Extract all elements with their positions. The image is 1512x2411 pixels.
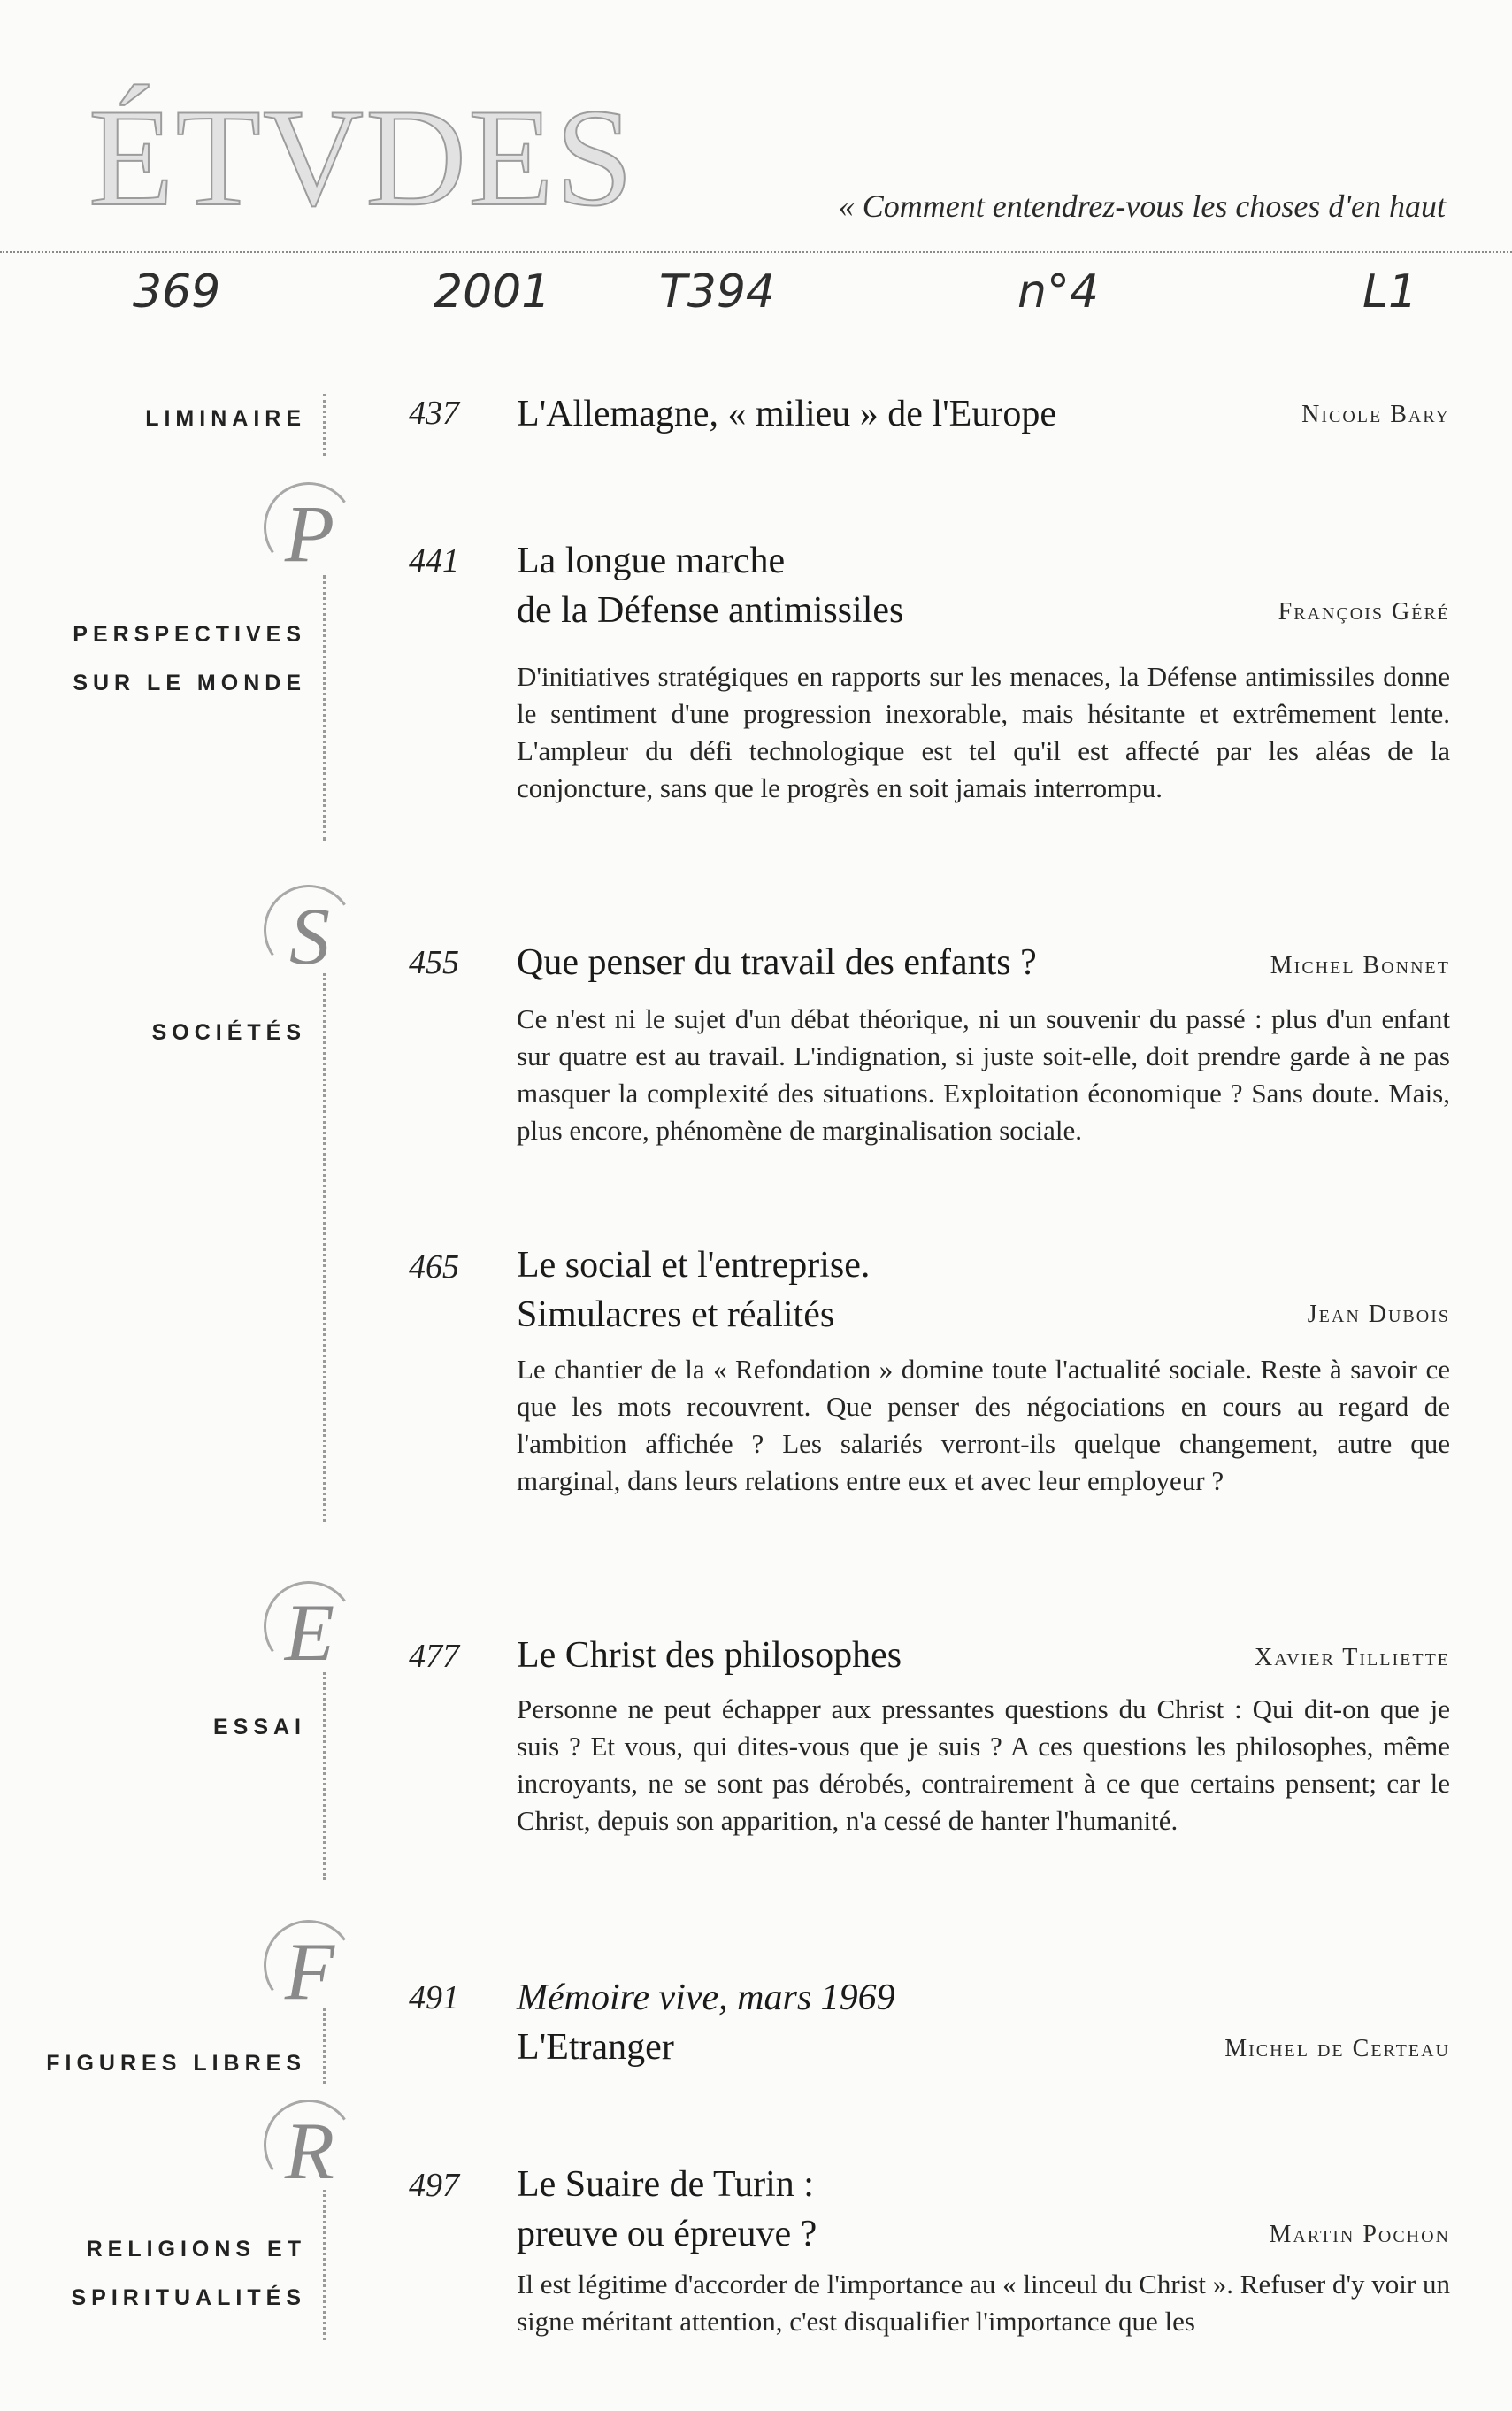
article-author: Nicole Bary: [1301, 401, 1450, 428]
article-author: François Géré: [1278, 598, 1450, 626]
article-page-number: 455: [409, 944, 459, 981]
section-divider: [323, 575, 326, 841]
article-abstract: Ce n'est ni le sujet d'un débat théorique, ni un souvenir du passé : plus d'un enfant sur quatre est au travail. L'indignation, si juste soit-elle, doit prendre garde à ne pas masquer la complexité des situations. Exploitation économique ? Sans doute. Mais, plus encore, phénomène de marginalisation sociale.: [517, 1003, 1450, 1146]
article-abstract: Il est légitime d'accorder de l'importance au « linceul du Christ ». Refuser d'y voir un signe méritant attention, c'est disqualifier l'importance que les: [517, 2269, 1450, 2337]
handwritten-note-tome: T394: [659, 265, 776, 319]
article-page-number: 497: [409, 2167, 459, 2204]
article-author: Martin Pochon: [1269, 2221, 1450, 2248]
article-abstract: Personne ne peut échapper aux pressantes questions du Christ : Qui dit-on que je suis ? Et vous, qui dites-vous que je suis ? A ces questions les philosophes, même incroyants, ne se sont pas dérobés, contrairement à ce que certains pensent; car le Christ, depuis son apparition, n'a cessé de hanter l'humanité.: [517, 1693, 1450, 1836]
section-emblem-s: S: [257, 885, 354, 991]
section-divider: [323, 973, 326, 1522]
section-label-essai: ESSAI: [212, 1715, 306, 1739]
section-emblem-e: E: [257, 1581, 354, 1687]
article-author: Michel de Certeau: [1224, 2035, 1450, 2062]
article-page-number: 441: [409, 542, 459, 580]
handwritten-note-volume: 369: [133, 265, 221, 319]
article-title[interactable]: L'Allemagne, « milieu » de l'Europe: [517, 394, 1056, 434]
handwritten-note-year: 2001: [434, 265, 551, 319]
article-title[interactable]: La longue marche de la Défense antimissiles: [517, 541, 904, 631]
section-label-religions: RELIGIONS ET SPIRITUALITÉS: [71, 2237, 306, 2310]
article-author: Michel Bonnet: [1270, 952, 1450, 979]
masthead-motto: « Comment entendrez-vous les choses d'en haut: [838, 188, 1446, 224]
article-abstract: Le chantier de la « Refondation » domine toute l'actualité sociale. Reste à savoir ce que les mots recouvrent. Que penser des négociations en cours au regard de l'ambition affichée ? Les salariés verront-ils quelque changement, autre que marginal, dans leurs relations entre eux et avec leur employeur ?: [517, 1354, 1450, 1496]
section-divider: [323, 394, 326, 456]
section-label-societes: SOCIÉTÉS: [151, 1020, 306, 1045]
article-abstract: D'initiatives stratégiques en rapports sur les menaces, la Défense antimissiles donne le sentiment d'une progression inexorable, mais hésitante et extrêmement lente. L'ampleur du défi technologique est tel qu'il est affecté par les aléas de la conjoncture, sans que le progrès en soit jamais interrompu.: [517, 661, 1450, 803]
article-author: Xavier Tilliette: [1255, 1644, 1450, 1671]
section-emblem-r: R: [257, 2100, 354, 2206]
section-divider: [323, 2008, 326, 2084]
section-label-figures-libres: FIGURES LIBRES: [46, 2051, 306, 2076]
article-title[interactable]: Que penser du travail des enfants ?: [517, 942, 1037, 983]
handwritten-note-number: n°4: [1017, 265, 1100, 319]
section-divider: [323, 1672, 326, 1880]
article-title[interactable]: Le social et l'entreprise. Simulacres et réalités: [517, 1245, 871, 1335]
section-emblem-f: F: [257, 1920, 354, 2026]
section-label-perspectives: PERSPECTIVES SUR LE MONDE: [73, 622, 306, 695]
section-emblem-p: P: [257, 482, 354, 588]
article-page-number: 465: [409, 1248, 459, 1286]
section-label-liminaire: LIMINAIRE: [145, 406, 306, 431]
article-title[interactable]: Le Christ des philosophes: [517, 1635, 902, 1676]
article-page-number: 477: [409, 1638, 459, 1675]
article-author: Jean Dubois: [1307, 1301, 1450, 1328]
article-page-number: 437: [409, 395, 459, 432]
article-page-number: 491: [409, 1979, 459, 2016]
article-title[interactable]: Mémoire vive, mars 1969 L'Etranger: [517, 1977, 895, 2068]
handwritten-note-shelf: L1: [1362, 265, 1418, 319]
masthead-logo: ÉTVDES: [88, 81, 635, 235]
article-title[interactable]: Le Suaire de Turin : preuve ou épreuve ?: [517, 2164, 817, 2254]
header-rule: [0, 251, 1512, 253]
section-divider: [323, 2190, 326, 2340]
